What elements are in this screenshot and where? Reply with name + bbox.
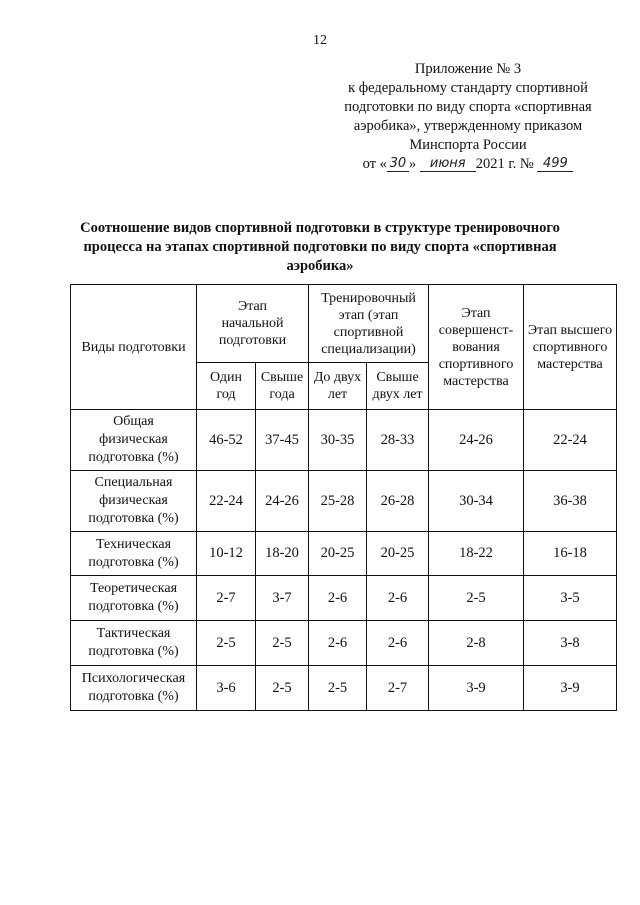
cell-value: 2-8 — [429, 621, 524, 666]
table-row — [71, 576, 617, 621]
appendix-line: аэробика», утвержденному приказом — [353, 118, 583, 134]
cell-value: 26-28 — [367, 471, 429, 532]
date-month-handwritten: июня — [420, 156, 476, 172]
title-line: аэробика» — [286, 258, 354, 274]
cell-value: 16-18 — [524, 532, 617, 576]
row-label: Тактическая подготовка (%) — [71, 621, 197, 666]
cell-value: 2-6 — [367, 576, 429, 621]
cell-value: 3-8 — [524, 621, 617, 666]
subheader-one-year: Один год — [197, 363, 256, 410]
appendix-line: к федеральному стандарту спортивной — [348, 80, 588, 96]
appendix-line: подготовки по виду спорта «спортивная — [344, 99, 592, 115]
cell-value: 2-5 — [256, 621, 309, 666]
date-day-handwritten: 30 — [387, 156, 409, 172]
page-number: 12 — [313, 33, 327, 48]
cell-value: 3-9 — [524, 666, 617, 711]
cell-value: 36-38 — [524, 471, 617, 532]
cell-value: 18-20 — [256, 532, 309, 576]
subheader-over-two-years: Свыше двух лет — [367, 363, 429, 410]
cell-value: 24-26 — [256, 471, 309, 532]
row-label: Техническая подготовка (%) — [71, 532, 197, 576]
order-number-handwritten: 499 — [537, 156, 573, 172]
table-row — [71, 471, 617, 532]
header-row — [71, 285, 617, 363]
cell-value: 18-22 — [429, 532, 524, 576]
cell-value: 3-9 — [429, 666, 524, 711]
date-mid: » — [408, 156, 417, 172]
table-row — [71, 666, 617, 711]
cell-value: 3-5 — [524, 576, 617, 621]
date-year: 2021 г. № — [475, 156, 534, 172]
cell-value: 22-24 — [197, 471, 256, 532]
cell-value: 2-6 — [309, 576, 367, 621]
cell-value: 28-33 — [367, 410, 429, 471]
appendix-line: Минспорта России — [409, 137, 527, 153]
title-line: Соотношение видов спортивной подготовки в структуре тренировочного — [80, 220, 560, 236]
cell-value: 37-45 — [256, 410, 309, 471]
date-prefix: от « — [362, 156, 387, 172]
subheader-over-year: Свыше года — [256, 363, 309, 410]
cell-value: 46-52 — [197, 410, 256, 471]
cell-value: 2-6 — [367, 621, 429, 666]
row-label: Теоретическая подготовка (%) — [71, 576, 197, 621]
row-label: Специальная физическая подготовка (%) — [71, 471, 197, 532]
header-stage-highest: Этап высшего спортивного мастерства — [524, 285, 617, 410]
cell-value: 2-5 — [197, 621, 256, 666]
cell-value: 2-5 — [429, 576, 524, 621]
cell-value: 20-25 — [367, 532, 429, 576]
cell-value: 2-5 — [256, 666, 309, 711]
cell-value: 3-7 — [256, 576, 309, 621]
table-row — [71, 621, 617, 666]
document-title — [70, 219, 570, 276]
header-stage-initial: Этап начальной подготовки — [197, 285, 309, 363]
training-ratio-table — [70, 284, 617, 711]
cell-value: 2-7 — [197, 576, 256, 621]
cell-value: 2-5 — [309, 666, 367, 711]
cell-value: 2-7 — [367, 666, 429, 711]
header-stage-improvement: Этап совершенст- вования спортивного мастерства — [429, 285, 524, 410]
header-stage-training: Тренировочный этап (этап спортивной специализации) — [309, 285, 429, 363]
row-label: Психологическая подготовка (%) — [71, 666, 197, 711]
cell-value: 30-34 — [429, 471, 524, 532]
title-line: процесса на этапах спортивной подготовки по виду спорта «спортивная — [83, 239, 557, 255]
table-row — [71, 532, 617, 576]
appendix-date-line — [318, 155, 618, 174]
row-label: Общая физическая подготовка (%) — [71, 410, 197, 471]
cell-value: 24-26 — [429, 410, 524, 471]
cell-value: 2-6 — [309, 621, 367, 666]
subheader-up-to-two-years: До двух лет — [309, 363, 367, 410]
cell-value: 3-6 — [197, 666, 256, 711]
table-row — [71, 410, 617, 471]
appendix-header — [318, 60, 618, 174]
appendix-title: Приложение № 3 — [414, 61, 522, 77]
cell-value: 10-12 — [197, 532, 256, 576]
cell-value: 22-24 — [524, 410, 617, 471]
cell-value: 30-35 — [309, 410, 367, 471]
cell-value: 20-25 — [309, 532, 367, 576]
cell-value: 25-28 — [309, 471, 367, 532]
header-kinds: Виды подготовки — [71, 285, 197, 410]
